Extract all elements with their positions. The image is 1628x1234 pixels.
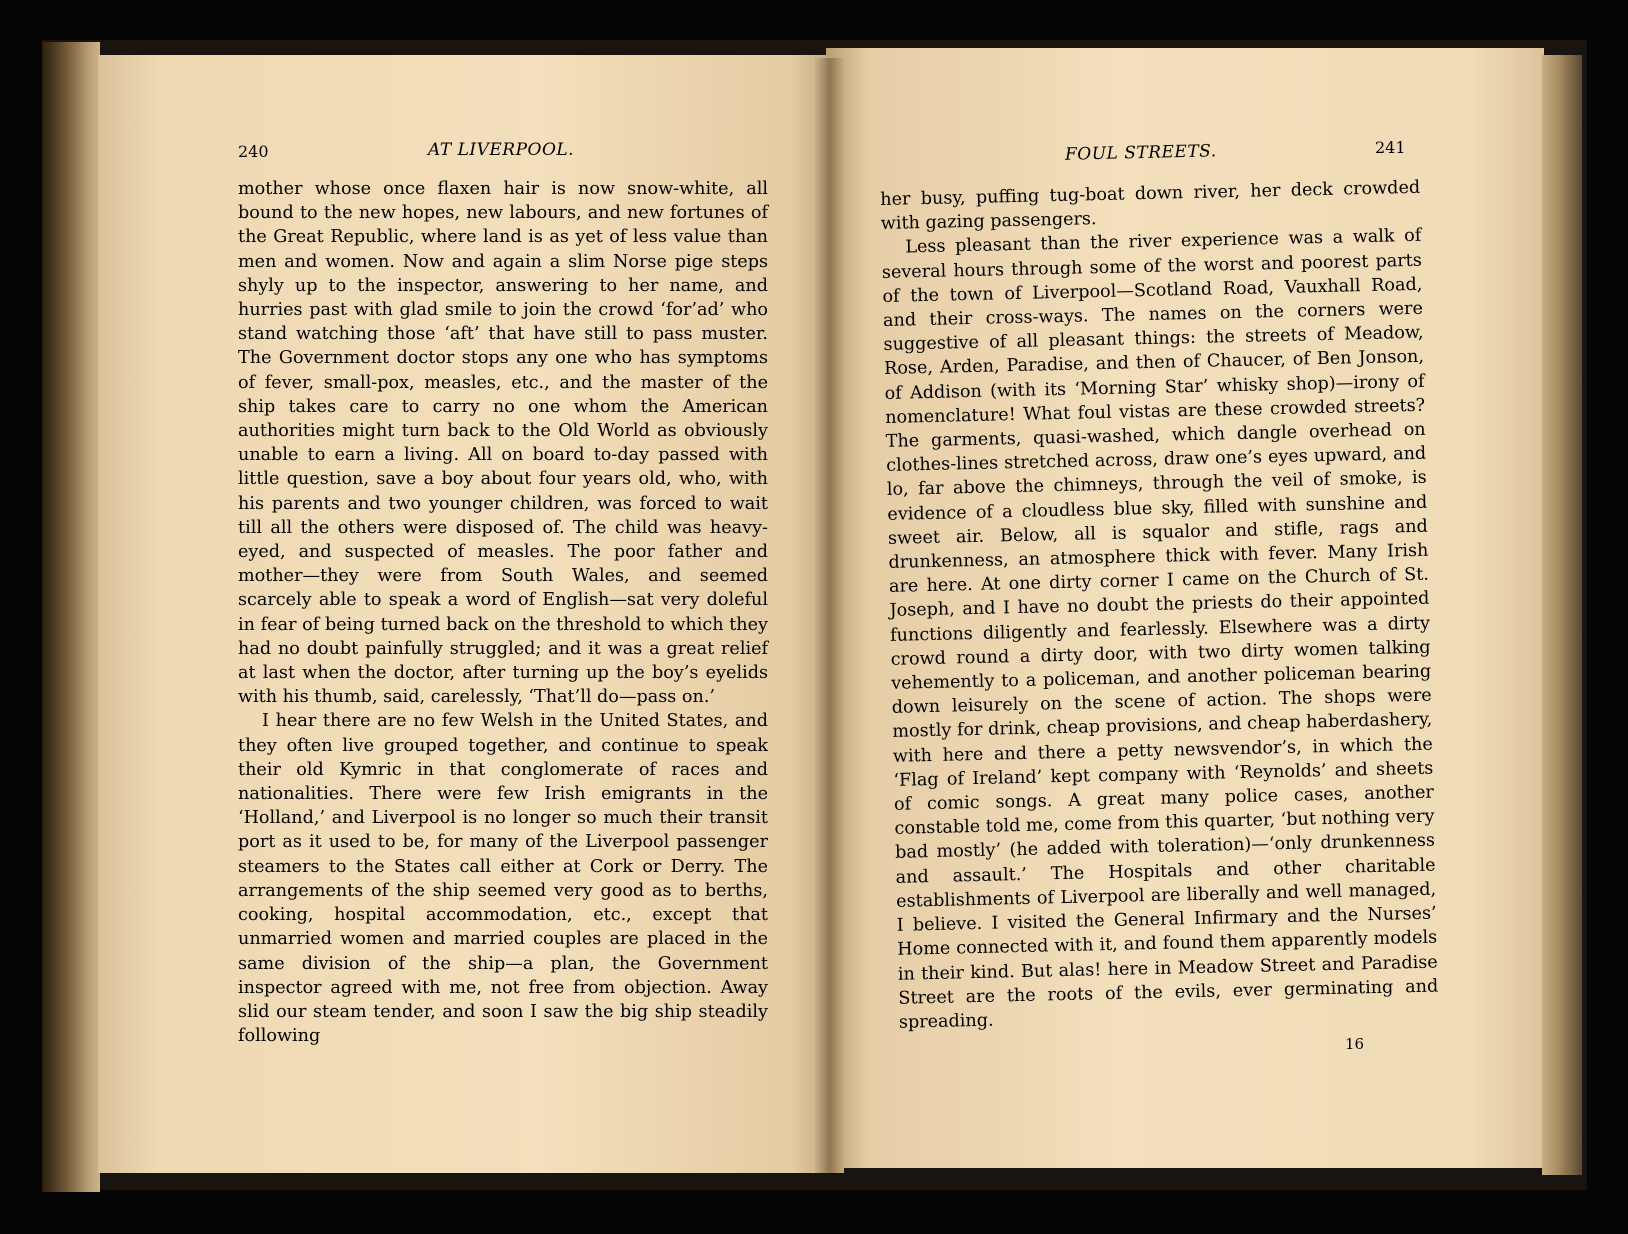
left-page-number: 240 xyxy=(238,142,269,161)
left-paragraph-1: mother whose once flaxen hair is now snow-white, all bound to the new hopes, new labours, and new fortunes of the Great Republic, where land is as yet of less value than men and women. Now and again a slim Norse pige steps shyly up to the inspector, answering to her name, and hurries past with glad smile to join the crowd ‘for’ad’ who stand watching those ‘aft’ that have still to pass muster. The Government doctor stops any one who has symptoms of fever, small-pox, measles, etc., and the master of the ship takes care to carry no one whom the American authorities might turn back to the Old World as obviously unable to earn a living. All on board to-day passed with little question, save a boy about four years old, who, with his parents and two younger children, was forced to wait till all the others were disposed of. The child was heavy-eyed, and suspected of measles. The poor father and mother—they were from South Wales, and seemed scarcely able to speak a word of English—sat very doleful in fear of being turned back on the threshold to which they had no doubt painfully struggled; and it was a great relief at last when the doctor, after turning up the boy’s eyelids with his thumb, said, carelessly, ‘That’ll do—pass on.’ xyxy=(238,179,768,708)
right-page-text xyxy=(880,176,1439,1035)
right-page-number: 241 xyxy=(1375,138,1406,157)
right-running-head: FOUL STREETS. xyxy=(1064,141,1217,165)
right-paragraph-2: Less pleasant than the river experience was a walk of several hours through some of the worst and poorest parts of the town of Liverpool—Scotland Road, Vauxhall Road, and their cross-ways. The names on the corners were suggestive of all pleasant things: the streets of Meadow, Rose, Arden, Paradise, and then of Chaucer, of Ben Jonson, of Addison (with its ‘Morning Star’ whisky shop)—irony of nomenclature! What foul vistas are these crowded streets? The garments, quasi-washed, which dangle overhead on clothes-lines stretched across, draw one’s eyes upward, and lo, far above the chimneys, through the veil of smoke, is evidence of a cloudless blue sky, filled with sunshine and sweet air. Below, all is squalor and stifle, rags and drunkenness, an atmosphere thick with fever. Many Irish are here. At one dirty corner I came on the Church of St. Joseph, and I have no doubt the priests do their appointed functions diligently and fearlessly. Elsewhere was a dirty crowd round a dirty door, with two dirty women talking vehemently to a policeman, and another policeman bearing down leisurely on the scene of action. The shops were mostly for drink, cheap provisions, and cheap haberdashery, with here and there a petty newsvendor’s, in which the ‘Flag of Ireland’ kept company with ‘Reynolds’ and sheets of comic songs. A great many police cases, another constable told me, come from this quarter, ‘but nothing very bad mostly’ (he added with toleration)—‘only drunkenness and assault.’ The Hospitals and other charitable establishments of Liverpool are liberally and well managed, I believe. I visited the General Infirmary and the Nurses’ Home connected with it, and found them apparently models in their kind. But alas! here in Meadow Street and Paradise Street are the roots of the evils, ever germinating and spreading. xyxy=(881,226,1439,1033)
page-edges-right xyxy=(1542,55,1582,1175)
left-paragraph-2: I hear there are no few Welsh in the United States, and they often live grouped together, and continue to speak their old Kymric in that conglomerate of races and nationalities. There were few Irish emigrants in the ‘Holland,’ and Liverpool is no longer so much their transit port as it used to be, for many of the Liverpool passenger steamers to the States call either at Cork or Derry. The arrangements of the ship seemed very good as to berths, cooking, hospital accommodation, etc., except that unmarried women and married couples are placed in the same division of the ship—a plan, the Government inspector agreed with me, not free from objection. Away slid our steam tender, and soon I saw the big ship steadily following xyxy=(238,711,768,1047)
book-spine-edge xyxy=(42,42,100,1192)
right-paragraph-1: her busy, puffing tug-boat down river, her deck crowded with gazing passengers. xyxy=(880,177,1421,235)
left-running-head: AT LIVERPOOL. xyxy=(428,140,575,160)
left-page-text xyxy=(238,177,768,1048)
signature-mark: 16 xyxy=(1345,1035,1365,1053)
page-gutter xyxy=(812,58,844,1173)
